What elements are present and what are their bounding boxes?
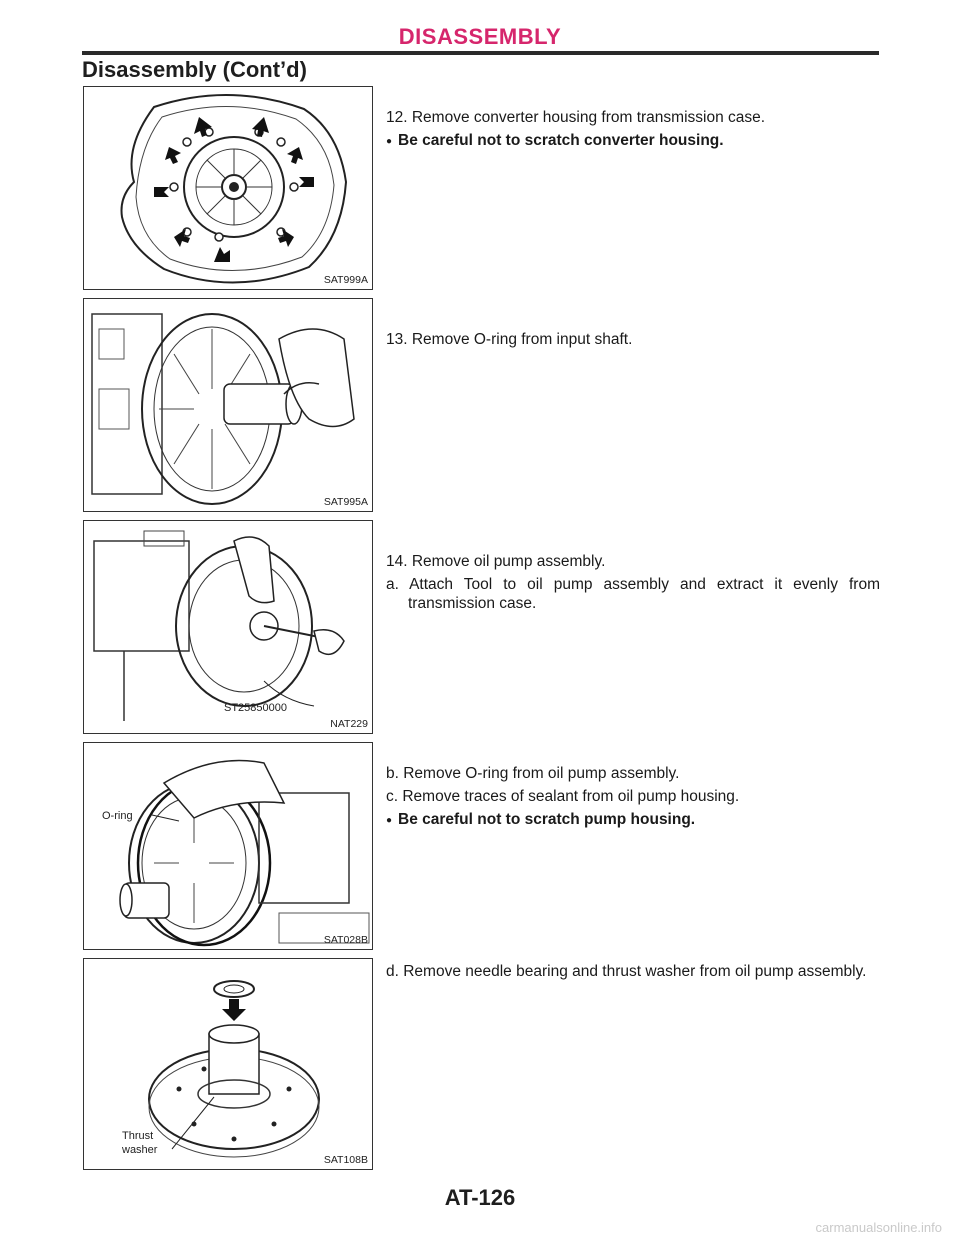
figure-code: SAT108B: [323, 1154, 368, 1166]
step-text: a. Attach Tool to oil pump assembly and extract it evenly from transmission case.: [386, 576, 880, 612]
step-13: [386, 330, 880, 353]
steps-b-c: [386, 764, 880, 834]
figure-code: SAT999A: [323, 274, 368, 286]
step-12: [386, 108, 880, 155]
figure-thrust-washer: [83, 958, 373, 1170]
tool-callout: ST25850000: [224, 702, 287, 714]
step-text: 12. Remove converter housing from transmission case.: [386, 109, 766, 126]
bullet-icon: ●: [386, 815, 393, 826]
page-title: Disassembly (Cont’d): [82, 57, 307, 82]
step-text: 14. Remove oil pump assembly.: [386, 553, 606, 570]
converter-housing-illustration: [84, 87, 373, 290]
header-rule: [82, 51, 879, 55]
thrust-callout-line2: washer: [122, 1144, 158, 1156]
caution-note: ● Be careful not to scratch converter housing.: [386, 132, 724, 149]
figure-input-shaft: [83, 298, 373, 512]
page-number: AT-126: [444, 1185, 516, 1210]
step-text: c. Remove traces of sealant from oil pump housing.: [386, 788, 740, 805]
step-d: [386, 962, 880, 985]
figure-oil-pump-tool: [83, 520, 373, 734]
figure-code: SAT028B: [323, 934, 368, 946]
step-text: 13. Remove O-ring from input shaft.: [386, 331, 633, 348]
caution-note: ● Be careful not to scratch pump housing.: [386, 811, 696, 828]
thrust-callout-line1: Thrust: [122, 1130, 154, 1142]
step-text: b. Remove O-ring from oil pump assembly.: [386, 765, 680, 782]
step-14: [386, 552, 880, 617]
input-shaft-illustration: [84, 299, 373, 512]
oil-pump-tool-illustration: [84, 521, 373, 734]
figure-code: SAT995A: [323, 496, 368, 508]
oring-callout: O-ring: [102, 810, 133, 822]
watermark: carmanualsonline.info: [815, 1220, 942, 1235]
step-text: d. Remove needle bearing and thrust washer from oil pump assembly.: [386, 963, 867, 980]
figure-converter-housing: [83, 86, 373, 290]
figure-code: NAT229: [330, 718, 368, 730]
oil-pump-oring-illustration: [84, 743, 373, 950]
section-header: DISASSEMBLY: [398, 24, 562, 49]
figure-oil-pump-oring: [83, 742, 373, 950]
thrust-washer-illustration: [84, 959, 373, 1170]
bullet-icon: ●: [386, 136, 393, 147]
